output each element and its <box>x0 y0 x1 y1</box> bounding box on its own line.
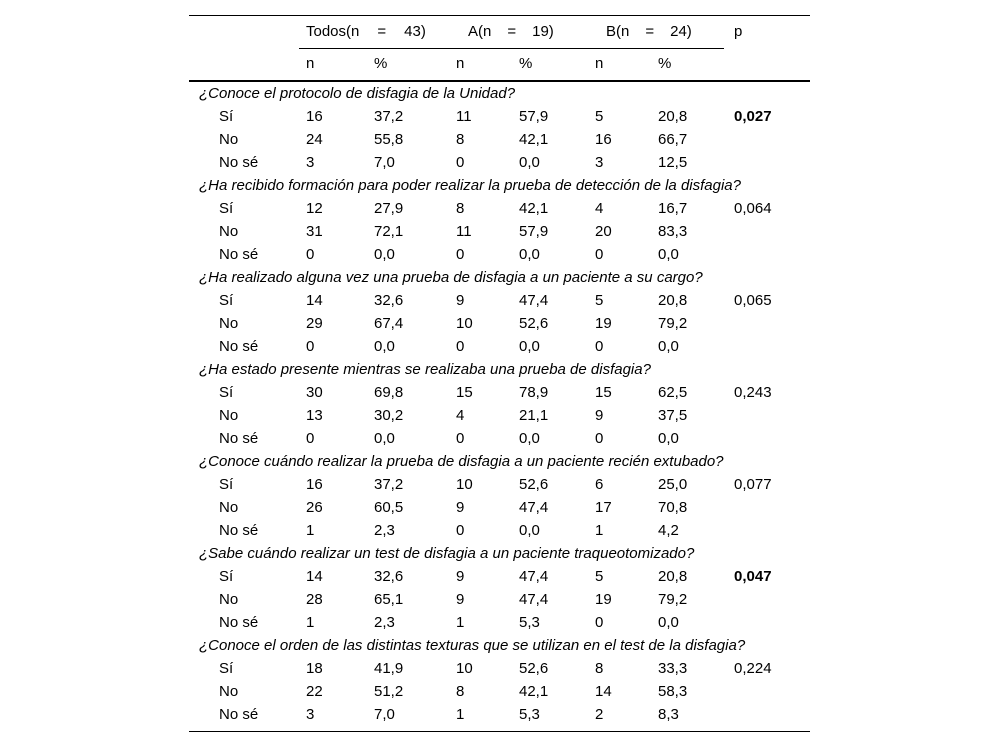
percent-cell: 47,4 <box>519 591 549 608</box>
percent-cell: 37,5 <box>658 407 688 424</box>
count-cell: 10 <box>456 660 473 677</box>
answer-label: No <box>219 131 239 148</box>
count-cell: 29 <box>306 315 323 332</box>
top-rule <box>189 15 810 16</box>
count-cell: 4 <box>595 200 604 217</box>
percent-cell: 16,7 <box>658 200 688 217</box>
answer-label: Sí <box>219 476 234 493</box>
count-cell: 0 <box>306 338 315 355</box>
header-group-eq: = <box>507 23 517 40</box>
table-row <box>189 220 810 243</box>
table-row <box>189 335 810 358</box>
percent-cell: 47,4 <box>519 499 549 516</box>
percent-cell: 2,3 <box>374 614 395 631</box>
percent-cell: 0,0 <box>519 430 540 447</box>
count-cell: 5 <box>595 568 604 585</box>
percent-cell: 0,0 <box>658 338 679 355</box>
count-cell: 9 <box>456 568 465 585</box>
header-group-label: A(n <box>468 23 492 40</box>
table-row <box>189 565 810 588</box>
percent-cell: 0,0 <box>519 338 540 355</box>
table-row <box>189 128 810 151</box>
count-cell: 0 <box>456 338 465 355</box>
header-group-b <box>606 22 692 42</box>
answer-label: No <box>219 407 239 424</box>
percent-cell: 79,2 <box>658 315 688 332</box>
p-value-cell: 0,027 <box>734 108 772 125</box>
table-row <box>189 473 810 496</box>
percent-cell: 30,2 <box>374 407 404 424</box>
header-group-label: Todos(n <box>306 23 360 40</box>
percent-cell: 79,2 <box>658 591 688 608</box>
count-cell: 1 <box>456 706 465 723</box>
percent-cell: 2,3 <box>374 522 395 539</box>
question-row: ¿Conoce el orden de las distintas texturas que se utilizan en el test de la disfagia? <box>199 637 746 654</box>
count-cell: 9 <box>595 407 604 424</box>
count-cell: 9 <box>456 591 465 608</box>
percent-cell: 0,0 <box>374 246 395 263</box>
answer-label: No <box>219 499 239 516</box>
count-cell: 0 <box>306 430 315 447</box>
count-cell: 14 <box>306 292 323 309</box>
table-row <box>189 703 810 726</box>
p-value-cell: 0,077 <box>734 476 772 493</box>
p-value-cell: 0,065 <box>734 292 772 309</box>
answer-label: Sí <box>219 384 234 401</box>
answer-label: Sí <box>219 108 234 125</box>
percent-cell: 4,2 <box>658 522 679 539</box>
percent-cell: 62,5 <box>658 384 688 401</box>
percent-cell: 0,0 <box>374 430 395 447</box>
table-row <box>189 105 810 128</box>
percent-cell: 41,9 <box>374 660 404 677</box>
count-cell: 28 <box>306 591 323 608</box>
percent-cell: 5,3 <box>519 614 540 631</box>
percent-cell: 0,0 <box>658 246 679 263</box>
percent-cell: 47,4 <box>519 568 549 585</box>
answer-label: Sí <box>219 292 234 309</box>
percent-cell: 42,1 <box>519 200 549 217</box>
percent-cell: 52,6 <box>519 315 549 332</box>
header-p: p <box>734 23 743 40</box>
question-row: ¿Conoce cuándo realizar la prueba de disfagia a un paciente recién extubado? <box>199 453 724 470</box>
answer-label: Sí <box>219 200 234 217</box>
answer-label: No sé <box>219 430 259 447</box>
percent-cell: 83,3 <box>658 223 688 240</box>
table-row <box>189 404 810 427</box>
count-cell: 0 <box>456 154 465 171</box>
percent-cell: 5,3 <box>519 706 540 723</box>
percent-cell: 0,0 <box>519 154 540 171</box>
count-cell: 2 <box>595 706 604 723</box>
count-cell: 1 <box>306 522 315 539</box>
count-cell: 18 <box>306 660 323 677</box>
percent-cell: 69,8 <box>374 384 404 401</box>
percent-cell: 65,1 <box>374 591 404 608</box>
table-row <box>189 289 810 312</box>
subheader-n: n <box>306 55 315 72</box>
count-cell: 19 <box>595 591 612 608</box>
header-group-a <box>468 22 554 42</box>
bottom-rule <box>189 731 810 732</box>
count-cell: 8 <box>456 200 465 217</box>
count-cell: 10 <box>456 315 473 332</box>
question-row: ¿Ha recibido formación para poder realizar la prueba de detección de la disfagia? <box>199 177 741 194</box>
count-cell: 11 <box>456 223 472 240</box>
answer-label: No <box>219 223 239 240</box>
count-cell: 12 <box>306 200 323 217</box>
subheader-pct: % <box>658 55 672 72</box>
percent-cell: 32,6 <box>374 292 404 309</box>
percent-cell: 72,1 <box>374 223 404 240</box>
count-cell: 5 <box>595 292 604 309</box>
count-cell: 16 <box>306 108 323 125</box>
table-row <box>189 588 810 611</box>
percent-cell: 78,9 <box>519 384 549 401</box>
table-row <box>189 151 810 174</box>
percent-cell: 0,0 <box>519 522 540 539</box>
count-cell: 10 <box>456 476 473 493</box>
percent-cell: 55,8 <box>374 131 404 148</box>
count-cell: 1 <box>306 614 315 631</box>
percent-cell: 60,5 <box>374 499 404 516</box>
header-group-eq: = <box>645 23 655 40</box>
answer-label: No sé <box>219 246 259 263</box>
answer-label: Sí <box>219 568 234 585</box>
answer-label: No sé <box>219 614 259 631</box>
answer-label: No sé <box>219 338 259 355</box>
header-group-label: B(n <box>606 23 630 40</box>
percent-cell: 20,8 <box>658 568 688 585</box>
count-cell: 3 <box>595 154 604 171</box>
answer-label: No <box>219 315 239 332</box>
count-cell: 22 <box>306 683 323 700</box>
percent-cell: 37,2 <box>374 108 404 125</box>
question-row: ¿Ha realizado alguna vez una prueba de disfagia a un paciente a su cargo? <box>199 269 703 286</box>
p-value-cell: 0,047 <box>734 568 772 585</box>
answer-label: Sí <box>219 660 234 677</box>
count-cell: 0 <box>595 614 604 631</box>
count-cell: 9 <box>456 292 465 309</box>
count-cell: 8 <box>456 683 465 700</box>
percent-cell: 57,9 <box>519 223 549 240</box>
table-row <box>189 381 810 404</box>
percent-cell: 7,0 <box>374 706 395 723</box>
percent-cell: 57,9 <box>519 108 549 125</box>
count-cell: 19 <box>595 315 612 332</box>
count-cell: 26 <box>306 499 323 516</box>
count-cell: 15 <box>595 384 612 401</box>
count-cell: 17 <box>595 499 612 516</box>
table-row <box>189 611 810 634</box>
percent-cell: 52,6 <box>519 660 549 677</box>
answer-label: No <box>219 683 239 700</box>
count-cell: 0 <box>456 522 465 539</box>
answer-label: No <box>219 591 239 608</box>
answer-label: No sé <box>219 154 259 171</box>
p-value-cell: 0,243 <box>734 384 772 401</box>
percent-cell: 25,0 <box>658 476 688 493</box>
count-cell: 0 <box>595 246 604 263</box>
subheader-pct: % <box>374 55 388 72</box>
subheader-n: n <box>595 55 604 72</box>
answer-label: No sé <box>219 522 259 539</box>
percent-cell: 58,3 <box>658 683 688 700</box>
header-group-num: 19) <box>532 23 554 40</box>
count-cell: 0 <box>595 338 604 355</box>
count-cell: 15 <box>456 384 473 401</box>
count-cell: 11 <box>456 108 472 125</box>
count-cell: 8 <box>595 660 604 677</box>
count-cell: 31 <box>306 223 323 240</box>
percent-cell: 7,0 <box>374 154 395 171</box>
question-row: ¿Ha estado presente mientras se realizaba una prueba de disfagia? <box>199 361 651 378</box>
count-cell: 30 <box>306 384 323 401</box>
percent-cell: 70,8 <box>658 499 688 516</box>
header-group-todos <box>306 22 426 42</box>
percent-cell: 42,1 <box>519 683 549 700</box>
count-cell: 16 <box>306 476 323 493</box>
percent-cell: 27,9 <box>374 200 404 217</box>
percent-cell: 21,1 <box>519 407 549 424</box>
count-cell: 1 <box>595 522 604 539</box>
count-cell: 4 <box>456 407 465 424</box>
count-cell: 8 <box>456 131 465 148</box>
count-cell: 6 <box>595 476 604 493</box>
count-cell: 24 <box>306 131 323 148</box>
percent-cell: 32,6 <box>374 568 404 585</box>
percent-cell: 51,2 <box>374 683 404 700</box>
count-cell: 1 <box>456 614 465 631</box>
question-row: ¿Sabe cuándo realizar un test de disfagia a un paciente traqueotomizado? <box>199 545 695 562</box>
table-row <box>189 496 810 519</box>
percent-cell: 37,2 <box>374 476 404 493</box>
count-cell: 3 <box>306 154 315 171</box>
p-value-cell: 0,224 <box>734 660 772 677</box>
header-group-eq: = <box>377 23 387 40</box>
group-rule <box>299 48 724 49</box>
count-cell: 9 <box>456 499 465 516</box>
p-value-cell: 0,064 <box>734 200 772 217</box>
percent-cell: 52,6 <box>519 476 549 493</box>
table-row <box>189 657 810 680</box>
answer-label: No sé <box>219 706 259 723</box>
percent-cell: 66,7 <box>658 131 688 148</box>
percent-cell: 42,1 <box>519 131 549 148</box>
table-row <box>189 427 810 450</box>
count-cell: 0 <box>595 430 604 447</box>
percent-cell: 8,3 <box>658 706 679 723</box>
subheader-n: n <box>456 55 465 72</box>
count-cell: 3 <box>306 706 315 723</box>
count-cell: 14 <box>595 683 612 700</box>
table-row <box>189 197 810 220</box>
header-group-num: 24) <box>670 23 692 40</box>
count-cell: 5 <box>595 108 604 125</box>
header-group-num: 43) <box>404 23 426 40</box>
question-row: ¿Conoce el protocolo de disfagia de la Unidad? <box>199 85 516 102</box>
percent-cell: 0,0 <box>658 614 679 631</box>
count-cell: 20 <box>595 223 612 240</box>
table-row <box>189 243 810 266</box>
percent-cell: 20,8 <box>658 108 688 125</box>
subheader-pct: % <box>519 55 533 72</box>
count-cell: 0 <box>456 430 465 447</box>
percent-cell: 0,0 <box>658 430 679 447</box>
count-cell: 16 <box>595 131 612 148</box>
table-row <box>189 312 810 335</box>
percent-cell: 47,4 <box>519 292 549 309</box>
count-cell: 13 <box>306 407 323 424</box>
table-row <box>189 519 810 542</box>
percent-cell: 12,5 <box>658 154 688 171</box>
percent-cell: 0,0 <box>519 246 540 263</box>
percent-cell: 20,8 <box>658 292 688 309</box>
percent-cell: 67,4 <box>374 315 404 332</box>
count-cell: 0 <box>456 246 465 263</box>
count-cell: 0 <box>306 246 315 263</box>
percent-cell: 33,3 <box>658 660 688 677</box>
table-row <box>189 680 810 703</box>
count-cell: 14 <box>306 568 323 585</box>
percent-cell: 0,0 <box>374 338 395 355</box>
